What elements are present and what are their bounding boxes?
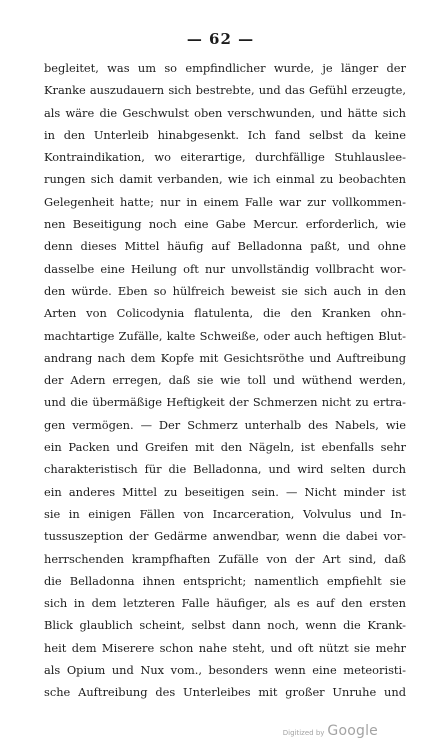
text-line-6: rungen sich damit verbanden, wie ich einmal zu beobachten [44,172,406,187]
text-line-7: Gelegenheit hatte; nur in einem Falle war zur vollkommen- [44,194,406,209]
text-line-22: tussuszeption der Gedärme anwendbar, wenn die dabei vor- [44,529,406,544]
text-line-28: als Opium und Nux vom., besonders wenn eine meteoristi- [44,663,406,678]
watermark-prefix: Digitized by [282,729,325,737]
text-line-13: machtartige Zufälle, kalte Schweiße, oder auch heftigen Blut- [44,328,406,343]
text-line-24: die Belladonna ihnen entspricht; namentlich empfiehlt sie [44,573,406,588]
text-line-2: Kranke auszudauern sich bestrebte, und das Gefühl erzeugte, [44,83,406,98]
text-line-27: heit dem Miserere schon nahe steht, und oft nützt sie mehr [44,640,406,655]
text-line-19: charakteristisch für die Belladonna, und wird selten durch [44,462,406,477]
text-line-4: in den Unterleib hinabgesenkt. Ich fand selbst da keine [44,127,406,142]
text-line-16: und die übermäßige Heftigkeit der Schmerzen nicht zu ertra- [44,395,406,410]
text-line-3: als wäre die Geschwulst oben verschwunden, und hätte sich [44,105,406,120]
body-text [44,57,406,704]
google-logo: Google [327,723,378,739]
text-line-8: nen Beseitigung noch eine Gabe Mercur. erforderlich, wie [44,217,406,232]
text-line-12: Arten von Colicodynia flatulenta, die den Kranken ohn- [44,306,406,321]
text-line-21: sie in einigen Fällen von Incarceration, Volvulus und In- [44,506,406,521]
text-line-26: Blick glaublich scheint, selbst dann noch, wenn die Krank- [44,618,406,633]
text-line-5: Kontraindikation, wo eiterartige, durchfällige Stuhlauslee- [44,150,406,165]
text-line-29: sche Auftreibung des Unterleibes mit großer Unruhe und [44,685,406,700]
digitized-by-google-watermark [283,723,378,739]
text-line-14: andrang nach dem Kopfe mit Gesichtsröthe und Auftreibung [44,350,406,365]
text-line-9: denn dieses Mittel häufig auf Belladonna paßt, und ohne [44,239,406,254]
text-line-10: dasselbe eine Heilung oft nur unvollständig vollbracht wor- [44,261,406,276]
text-line-25: sich in dem letzteren Falle häufiger, als es auf den ersten [44,596,406,611]
text-line-23: herrschenden krampfhaften Zufälle von der Art sind, daß [44,551,406,566]
text-line-1: begleitet, was um so empfindlicher wurde, je länger der [44,61,406,75]
text-line-15: der Adern erregen, daß sie wie toll und wüthend werden, [44,373,406,388]
text-line-11: den würde. Eben so hülfreich beweist sie sich auch in den [44,283,406,298]
text-line-17: gen vermögen. — Der Schmerz unterhalb des Nabels, wie [44,417,406,432]
page-number: — 62 — [186,30,255,48]
text-line-20: ein anderes Mittel zu beseitigen sein. — Nicht minder ist [44,484,406,499]
text-line-18: ein Packen und Greifen mit den Nägeln, ist ebenfalls sehr [44,440,406,455]
